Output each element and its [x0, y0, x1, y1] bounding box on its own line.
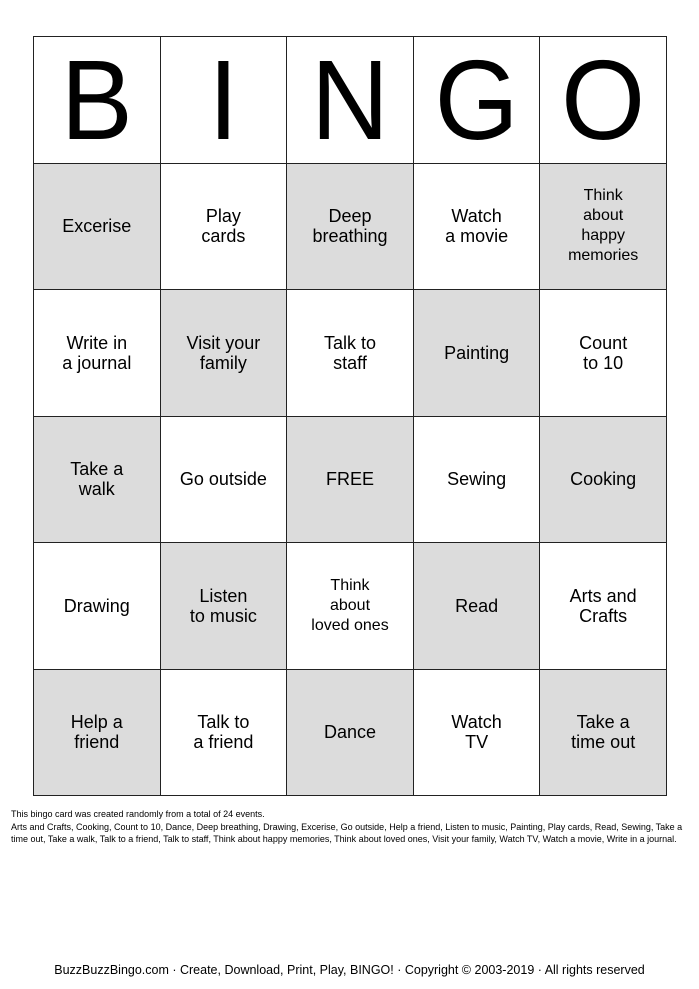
- bingo-square: Visit your family: [161, 290, 288, 417]
- bingo-square: Watch a movie: [414, 164, 541, 291]
- bingo-square: Arts and Crafts: [540, 543, 667, 670]
- bingo-square: Write in a journal: [34, 290, 161, 417]
- bingo-square: Dance: [287, 670, 414, 797]
- bingo-square: Sewing: [414, 417, 541, 544]
- bingo-square: Cooking: [540, 417, 667, 544]
- event-count-text: This bingo card was created randomly from a total of 24 events.: [11, 809, 265, 819]
- bingo-square: Think about happy memories: [540, 164, 667, 291]
- bingo-square: Help a friend: [34, 670, 161, 797]
- bingo-square: Talk to staff: [287, 290, 414, 417]
- header-letter-o: O: [540, 37, 667, 164]
- bingo-square: Count to 10: [540, 290, 667, 417]
- bingo-square: Go outside: [161, 417, 288, 544]
- free-square: FREE: [287, 417, 414, 544]
- event-list-note: [11, 808, 691, 846]
- bingo-card: [33, 36, 667, 796]
- bingo-square: Read: [414, 543, 541, 670]
- bingo-square: Painting: [414, 290, 541, 417]
- bingo-square: Take a time out: [540, 670, 667, 797]
- bingo-square: Take a walk: [34, 417, 161, 544]
- bingo-square: Play cards: [161, 164, 288, 291]
- header-letter-n: N: [287, 37, 414, 164]
- bingo-square: Listen to music: [161, 543, 288, 670]
- bingo-square: Excerise: [34, 164, 161, 291]
- copyright-footer: BuzzBuzzBingo.com · Create, Download, Print, Play, BINGO! · Copyright © 2003-2019 · All rights reserved: [54, 963, 645, 977]
- bingo-square: Drawing: [34, 543, 161, 670]
- event-list-text: Arts and Crafts, Cooking, Count to 10, Dance, Deep breathing, Drawing, Excerise, Go outside, Help a friend, Listen to music, Painting, Play cards, Read, Sewing, Take a time out, Take a walk, Talk to a friend, Talk to staff, Think about happy memories, Think about loved ones, Visit your family, Watch TV, Watch a movie, Write in a journal.: [11, 821, 683, 844]
- bingo-square: Watch TV: [414, 670, 541, 797]
- bingo-square: Talk to a friend: [161, 670, 288, 797]
- header-letter-i: I: [161, 37, 288, 164]
- header-letter-g: G: [414, 37, 541, 164]
- bingo-square: Deep breathing: [287, 164, 414, 291]
- bingo-square: Think about loved ones: [287, 543, 414, 670]
- header-letter-b: B: [34, 37, 161, 164]
